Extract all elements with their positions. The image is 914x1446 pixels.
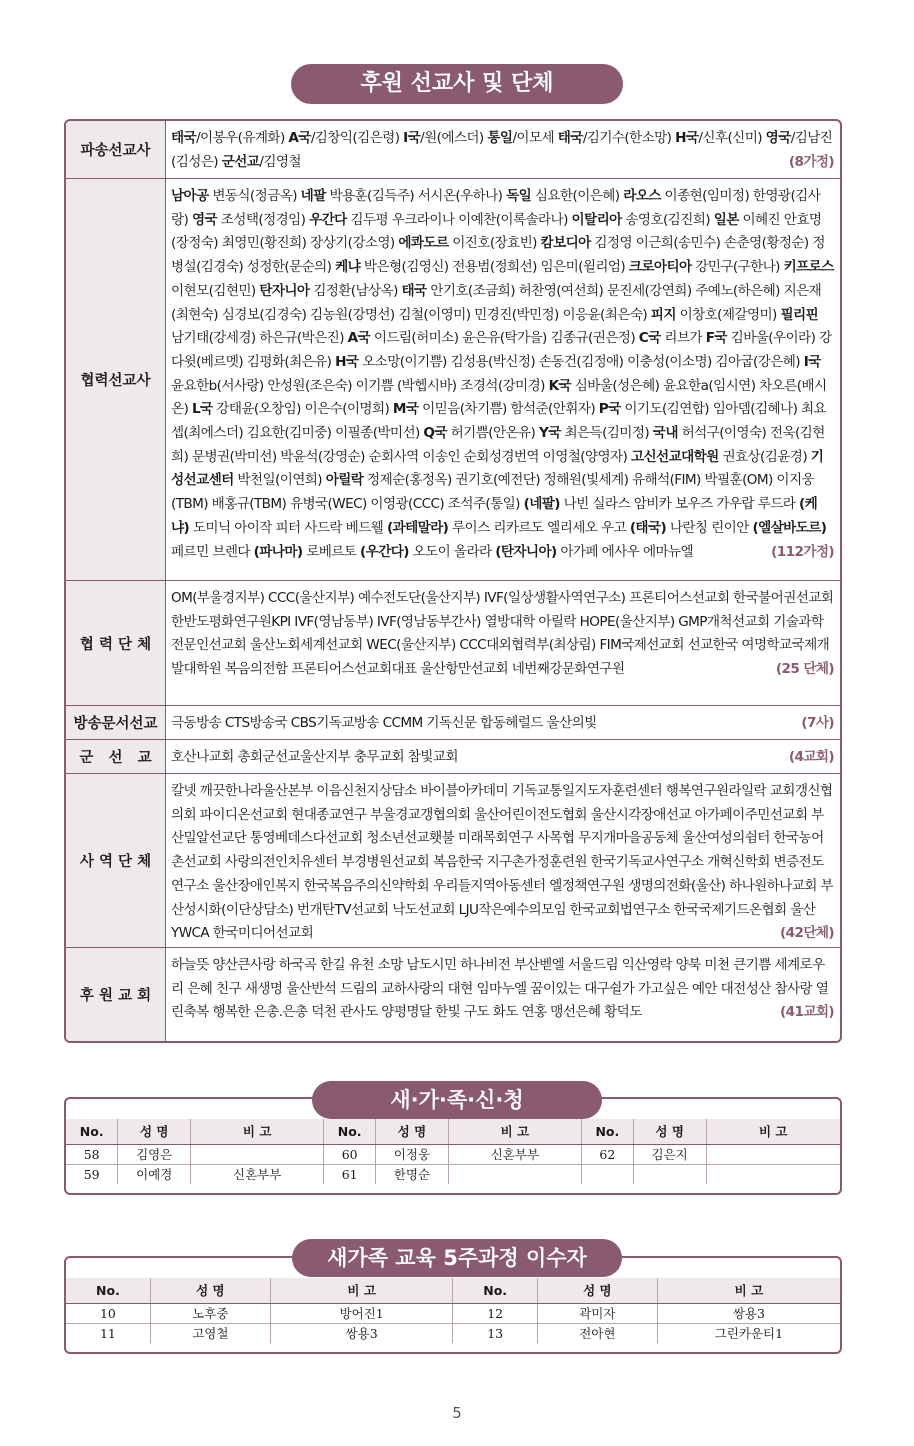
- count-badge: (42단체): [779, 925, 834, 942]
- country-label: 에콰도르: [398, 235, 449, 252]
- table-cell: [191, 1144, 324, 1164]
- missionary-names: 리브가: [660, 330, 706, 347]
- row-content: [166, 581, 840, 705]
- country-label: 크로아티아: [628, 259, 692, 276]
- column-header: 비 고: [448, 1119, 581, 1144]
- column-header: 비 고: [191, 1119, 324, 1144]
- table-cell: 10: [66, 1303, 150, 1323]
- table-cell: [633, 1164, 706, 1184]
- country-label: F국: [705, 330, 727, 347]
- table-cell: 61: [324, 1164, 376, 1184]
- row-content: [166, 706, 840, 739]
- country-label: 태국: [401, 282, 427, 299]
- country-label: 영국: [765, 130, 791, 146]
- row-label: 방송문서선교: [66, 706, 166, 739]
- table-cell: 그린카운티1: [714, 1326, 784, 1342]
- missionary-names: 페르민 브렌다: [171, 543, 254, 560]
- missionary-names: 강태윤(오창임) 이은수(이명희): [212, 401, 393, 418]
- table-cell: 13: [453, 1323, 537, 1343]
- row-churches: [66, 948, 840, 1041]
- table-cell: 방어진1: [270, 1303, 453, 1323]
- row-content: [166, 121, 840, 178]
- country-label: I국: [403, 130, 421, 146]
- table-cell: 이예경: [118, 1164, 191, 1184]
- table-cell: [448, 1164, 581, 1184]
- table-cell: 곽미자: [537, 1303, 657, 1323]
- country-label: (파나마): [253, 543, 303, 560]
- country-label: A국: [288, 130, 311, 146]
- country-label: (과테말라): [386, 519, 449, 536]
- missionary-names: 로베르토: [302, 543, 361, 560]
- missionary-names: 박은형(김영신) 전용범(정희선) 임은미(윌리엄): [360, 259, 629, 276]
- country-label: C국: [638, 330, 661, 347]
- row-text: 극동방송 CTS방송국 CBS기독교방송 CCMM 기독신문 합동헤럴드 울산의빛: [171, 715, 597, 731]
- row-label: 사 역 단 체: [66, 774, 166, 947]
- missionary-names: 윤요한b(서사랑) 안성원(조은숙) 이기쁨 (박헵시바) 조경석(강미경): [171, 377, 549, 394]
- missionary-names: 강민구(구한나): [691, 259, 784, 276]
- column-header: No.: [453, 1278, 537, 1303]
- country-label: (우간다): [360, 543, 409, 560]
- table-header-row: [66, 1119, 840, 1144]
- column-header: 성 명: [537, 1278, 657, 1303]
- table-cell: 59: [66, 1164, 118, 1184]
- missionary-names: /김영철: [259, 153, 301, 170]
- table-cell: 노후중: [150, 1303, 270, 1323]
- table-cell: 12: [453, 1303, 537, 1323]
- row-ministry: [66, 774, 840, 948]
- country-label: (태국): [629, 519, 667, 536]
- country-label: K국: [548, 377, 572, 394]
- table-row: [66, 1303, 840, 1323]
- country-label: 라오스: [623, 188, 661, 204]
- missionary-names: 루이스 리카르도 엘리세오 우고: [448, 519, 630, 536]
- section-title-education: 새가족 교육 5주과정 이수자: [292, 1239, 622, 1277]
- missionary-names: 이혜진 안효명(장정숙) 최영민(황진희) 장상기(강소영): [171, 211, 822, 252]
- missionary-names: 김정환(남상옥): [309, 282, 402, 299]
- column-header: 성 명: [376, 1119, 449, 1144]
- column-header: No.: [66, 1278, 150, 1303]
- table-cell: 신혼부부: [448, 1144, 581, 1164]
- table-cell: 60: [324, 1144, 376, 1164]
- row-label: 후 원 교 회: [66, 948, 166, 1041]
- missionary-names: /김남진(김성은): [171, 130, 833, 170]
- table-cell: [581, 1164, 633, 1184]
- column-header: No.: [581, 1119, 633, 1144]
- table-cell: [706, 1164, 840, 1184]
- missionary-names: 이현모(김현민): [171, 282, 260, 299]
- row-label: 협력선교사: [66, 179, 166, 580]
- missionary-names: 박용훈(김득주) 서시온(우하나): [325, 188, 507, 204]
- country-label: I국: [803, 353, 821, 370]
- country-label: (엘살바도르): [752, 519, 827, 536]
- country-label: 탄자니아: [259, 282, 310, 299]
- column-header: No.: [66, 1119, 118, 1144]
- country-label: 고신선교대학원: [630, 448, 719, 465]
- missionary-names: /김창익(김은령): [310, 130, 404, 146]
- table-row: [66, 1164, 840, 1184]
- missionary-names: 허석구(이영숙) 전욱(김현희) 문병권(박미선) 박윤석(강영순) 순회사역 이송인 순회성경번역 이영철(양영자): [171, 425, 825, 465]
- count-badge: (8가정): [788, 153, 834, 170]
- missionary-names: 심요한(이은혜): [531, 188, 624, 204]
- column-header: 비 고: [706, 1119, 840, 1144]
- row-content: [166, 774, 840, 947]
- column-header: 비 고: [270, 1278, 453, 1303]
- row-label: 군 선 교: [66, 740, 166, 773]
- country-label: P국: [598, 401, 621, 418]
- missionary-names: /원(에스더): [420, 130, 488, 146]
- missionary-names: 권효상(김윤경): [718, 448, 811, 465]
- country-label: 남아공: [171, 188, 209, 204]
- table-cell: [706, 1144, 840, 1164]
- country-label: 일본: [713, 211, 739, 228]
- table-cell: 전아현: [537, 1323, 657, 1343]
- count-badge: (25 단체): [775, 661, 834, 678]
- table-cell: 쌍용3: [657, 1303, 840, 1323]
- row-label: 파송선교사: [66, 121, 166, 178]
- column-header: 성 명: [150, 1278, 270, 1303]
- row-content: [166, 948, 840, 1041]
- supporters-table: [64, 119, 842, 1043]
- row-text: 하늘뜻 양산큰사랑 하국곡 한길 유천 소망 남도시민 하나비전 부산벧엘 서울드림 익산영락 양북 미천 큰기쁨 세계로우리 은혜 친구 새생명 울산반석 드림의 교하사랑의 대현 임마누엘 꿈이있는 대구쉴가 가고싶은 예안 대전성산 참사랑 열린축복 행복한 은총.은총 덕천 관사도 양평명달 한빛 구도 화도 연홍 맹선은혜 황덕도: [171, 957, 829, 1021]
- table-cell: 이정웅: [376, 1144, 449, 1164]
- country-label: 네팔: [300, 188, 326, 204]
- table-cell: 62: [581, 1144, 633, 1164]
- country-label: 영국: [191, 211, 218, 228]
- column-header: 성 명: [633, 1119, 706, 1144]
- country-label: 태국: [557, 130, 583, 146]
- missionary-names: 이믿음(차기쁨) 함석준(안휘자): [418, 401, 599, 418]
- missionary-names: /김기수(한소망): [582, 130, 676, 146]
- missionary-names: 안기호(조금희) 허찬영(여선희) 문진세(강연희) 주예노(하은혜) 지은재(최현숙) 심경보(김경숙) 김농원(강명선) 김철(이영미) 민경진(박민정) 이응윤(최은숙): [171, 282, 822, 323]
- row-text: 칼넷 깨끗한나라울산본부 이음신천지상담소 바이블아카데미 기독교통일지도자훈련센터 행복연구원라일락 교회갱신협의회 파이디온선교회 현대종교연구 부울경교갱협의회 울산어린이전도협회 울산시각장애선교 아가페이주민선교회 부산밀알선교단 통영베데스다선교회 청소년선교횃불 미래목회연구 사목협 무지개마을공동체 울산여성의쉼터 한국농어촌선교회 사랑의전인치유센터 부경병원선교회 복음한국 지구촌가정훈련원 한국기독교사연구소 개혁신학회 변증전도연구소 울산장애인복지 한국복음주의신약학회 우리들지역아동센터 엘정책연구원 생명의전화(울산) 하나원하나교회 부산성시화(이단상담소) 번개탄TV선교회 낙도선교회 LJU작은예수의모임 한국교회법연구소 한국국제기드온협회 울산YWCA 한국미디어선교회: [171, 783, 834, 942]
- country-label: 피지: [650, 306, 676, 323]
- missionary-names: 남기태(강세경) 하은규(박은진): [171, 330, 348, 347]
- missionary-names: 이종현(임미정) 한영광(김사랑): [171, 188, 821, 228]
- missionary-names: 박천일(이연희): [233, 472, 326, 489]
- country-label: 케냐: [335, 259, 361, 276]
- missionary-names: 도미닉 아이작 피터 사드락 베드웰: [189, 519, 387, 536]
- country-label: 이탈리아: [571, 211, 622, 228]
- column-header: No.: [324, 1119, 376, 1144]
- table-row: [66, 1323, 840, 1343]
- country-label: H국: [335, 353, 359, 370]
- row-label: 협 력 단 체: [66, 581, 166, 705]
- row-organizations: [66, 581, 840, 706]
- country-label: 통일: [487, 130, 513, 146]
- table-cell: 11: [66, 1323, 150, 1343]
- missionary-names: 김정영 이근희(송민수) 손춘영(황정순) 정병설(김경숙) 성정한(문순의): [171, 235, 825, 276]
- row-military: [66, 740, 840, 774]
- country-label: (탄자니아): [495, 543, 557, 560]
- page-number: 5: [452, 1404, 462, 1422]
- section-title-new-family: 새·가·족·신·청: [312, 1081, 602, 1119]
- missionary-names: 김두평 우크라이나 이예찬(이록솔라나): [346, 211, 572, 228]
- country-label: Y국: [538, 425, 561, 442]
- missionary-names: /이모세: [512, 130, 558, 146]
- country-label: L국: [191, 401, 213, 418]
- missionary-names: 오도이 올라라: [408, 543, 496, 560]
- missionary-names: /이봉우(유계화): [196, 130, 289, 146]
- table-cell: 김은지: [633, 1144, 706, 1164]
- count-badge: (4교회): [788, 749, 834, 765]
- row-cooperative: [66, 179, 840, 581]
- missionary-names: 이드림(허미소) 윤은유(탁가을) 김종규(권은정): [370, 330, 639, 347]
- missionary-names: 이창호(제갈영미): [675, 306, 781, 323]
- country-label: 우간다: [309, 211, 347, 228]
- missionary-names: 최은득(김미정): [560, 425, 653, 442]
- column-header: 비 고: [657, 1278, 840, 1303]
- row-text: 호산나교회 총회군선교울산지부 충무교회 참빛교회: [171, 749, 458, 765]
- count-badge: (112가정): [771, 543, 834, 560]
- missionary-names: 나란칭 린이안: [666, 519, 753, 536]
- country-label: A국: [347, 330, 371, 347]
- section-title-supporters: 후원 선교사 및 단체: [291, 64, 623, 104]
- country-label: 필리핀: [780, 306, 819, 323]
- country-label: 기성선교센터: [171, 448, 824, 489]
- row-missionaries: [66, 121, 840, 179]
- missionary-names: 심바울(성은혜) 윤요한a(임시연) 차오른(배시온): [171, 377, 827, 418]
- missionary-names: 아가페 에사우 에마뉴엘: [556, 543, 694, 560]
- missionary-names: 정제순(홍정옥) 권기호(예전단) 정해원(빛세계) 유해석(FIM) 박필훈(OM) 이지웅(TBM) 배홍규(TBM) 유병국(WEC) 이영광(CCC) 조석주(통일): [171, 472, 815, 513]
- row-content: [166, 179, 840, 580]
- table-cell: 신혼부부: [191, 1164, 324, 1184]
- country-label: Q국: [423, 425, 447, 442]
- missionary-names: 김바울(우이라) 강다윗(베르멧) 김평화(최은유): [171, 330, 832, 370]
- table-cell: 고영철: [150, 1323, 270, 1343]
- column-header: 성 명: [118, 1119, 191, 1144]
- country-label: 키프로스: [783, 259, 834, 276]
- country-label: 캄보디아: [540, 235, 591, 252]
- country-label: 태국: [171, 130, 197, 146]
- table-cell: 58: [66, 1144, 118, 1164]
- country-label: (케냐): [171, 496, 818, 536]
- missionary-names: 오소망(이기쁨) 김성용(박신정) 손동건(김정애) 이충성(이소명) 김아굽(강은혜): [358, 353, 804, 370]
- row-broadcast: [66, 706, 840, 740]
- table-cell: 한명순: [376, 1164, 449, 1184]
- missionary-names: 조성택(정경임): [217, 211, 310, 228]
- row-content: [166, 740, 840, 773]
- table-header-row: [66, 1278, 840, 1303]
- row-text: OM(부울경지부) CCC(울산지부) 예수전도단(울산지부) IVF(일상생활사역연구소) 프론티어스선교회 한국불어권선교회 한반도평화연구원KPI IVF(영남동부) IVF(영남동부간사) 열방대학 아릴락 HOPE(울산지부) GMP개척선교회 기술과학전문인선교회 울산노회세계선교회 WEC(울산지부) CCC대외협력부(최상림) FIM국제선교회 선교한국 여명학교국제개발대학원 복음의전함 프론티어스선교회대표 울산항만선교회 네번째강문화연구원: [171, 590, 834, 678]
- count-badge: (41교회): [779, 1004, 834, 1021]
- missionary-names: 송영호(김진희): [621, 211, 714, 228]
- country-label: 국내: [652, 425, 678, 442]
- missionary-names: 변동식(정금옥): [208, 188, 301, 204]
- table-cell: 쌍용3: [270, 1323, 453, 1343]
- missionary-names: 이기도(김연합) 임아뎀(김혜나) 최요셉(최에스더) 김요한(김미중) 이필종(박미선): [171, 401, 827, 442]
- table-row: [66, 1144, 840, 1164]
- country-label: 독일: [506, 188, 532, 204]
- country-label: H국: [675, 130, 699, 146]
- table-cell: 김영은: [118, 1144, 191, 1164]
- missionary-names: 이진호(장효빈): [448, 235, 541, 252]
- missionary-names: 허기쁨(안온유): [446, 425, 539, 442]
- missionary-names: /신후(신미): [698, 130, 766, 146]
- country-label: (네팔): [523, 496, 560, 513]
- country-label: 아릴락: [325, 472, 364, 489]
- country-label: 군선교: [221, 153, 260, 170]
- country-label: M국: [392, 401, 419, 418]
- count-badge: (7사): [801, 715, 834, 731]
- missionary-names: 나빈 실라스 암비카 보우즈 가우랍 루드라: [559, 496, 799, 513]
